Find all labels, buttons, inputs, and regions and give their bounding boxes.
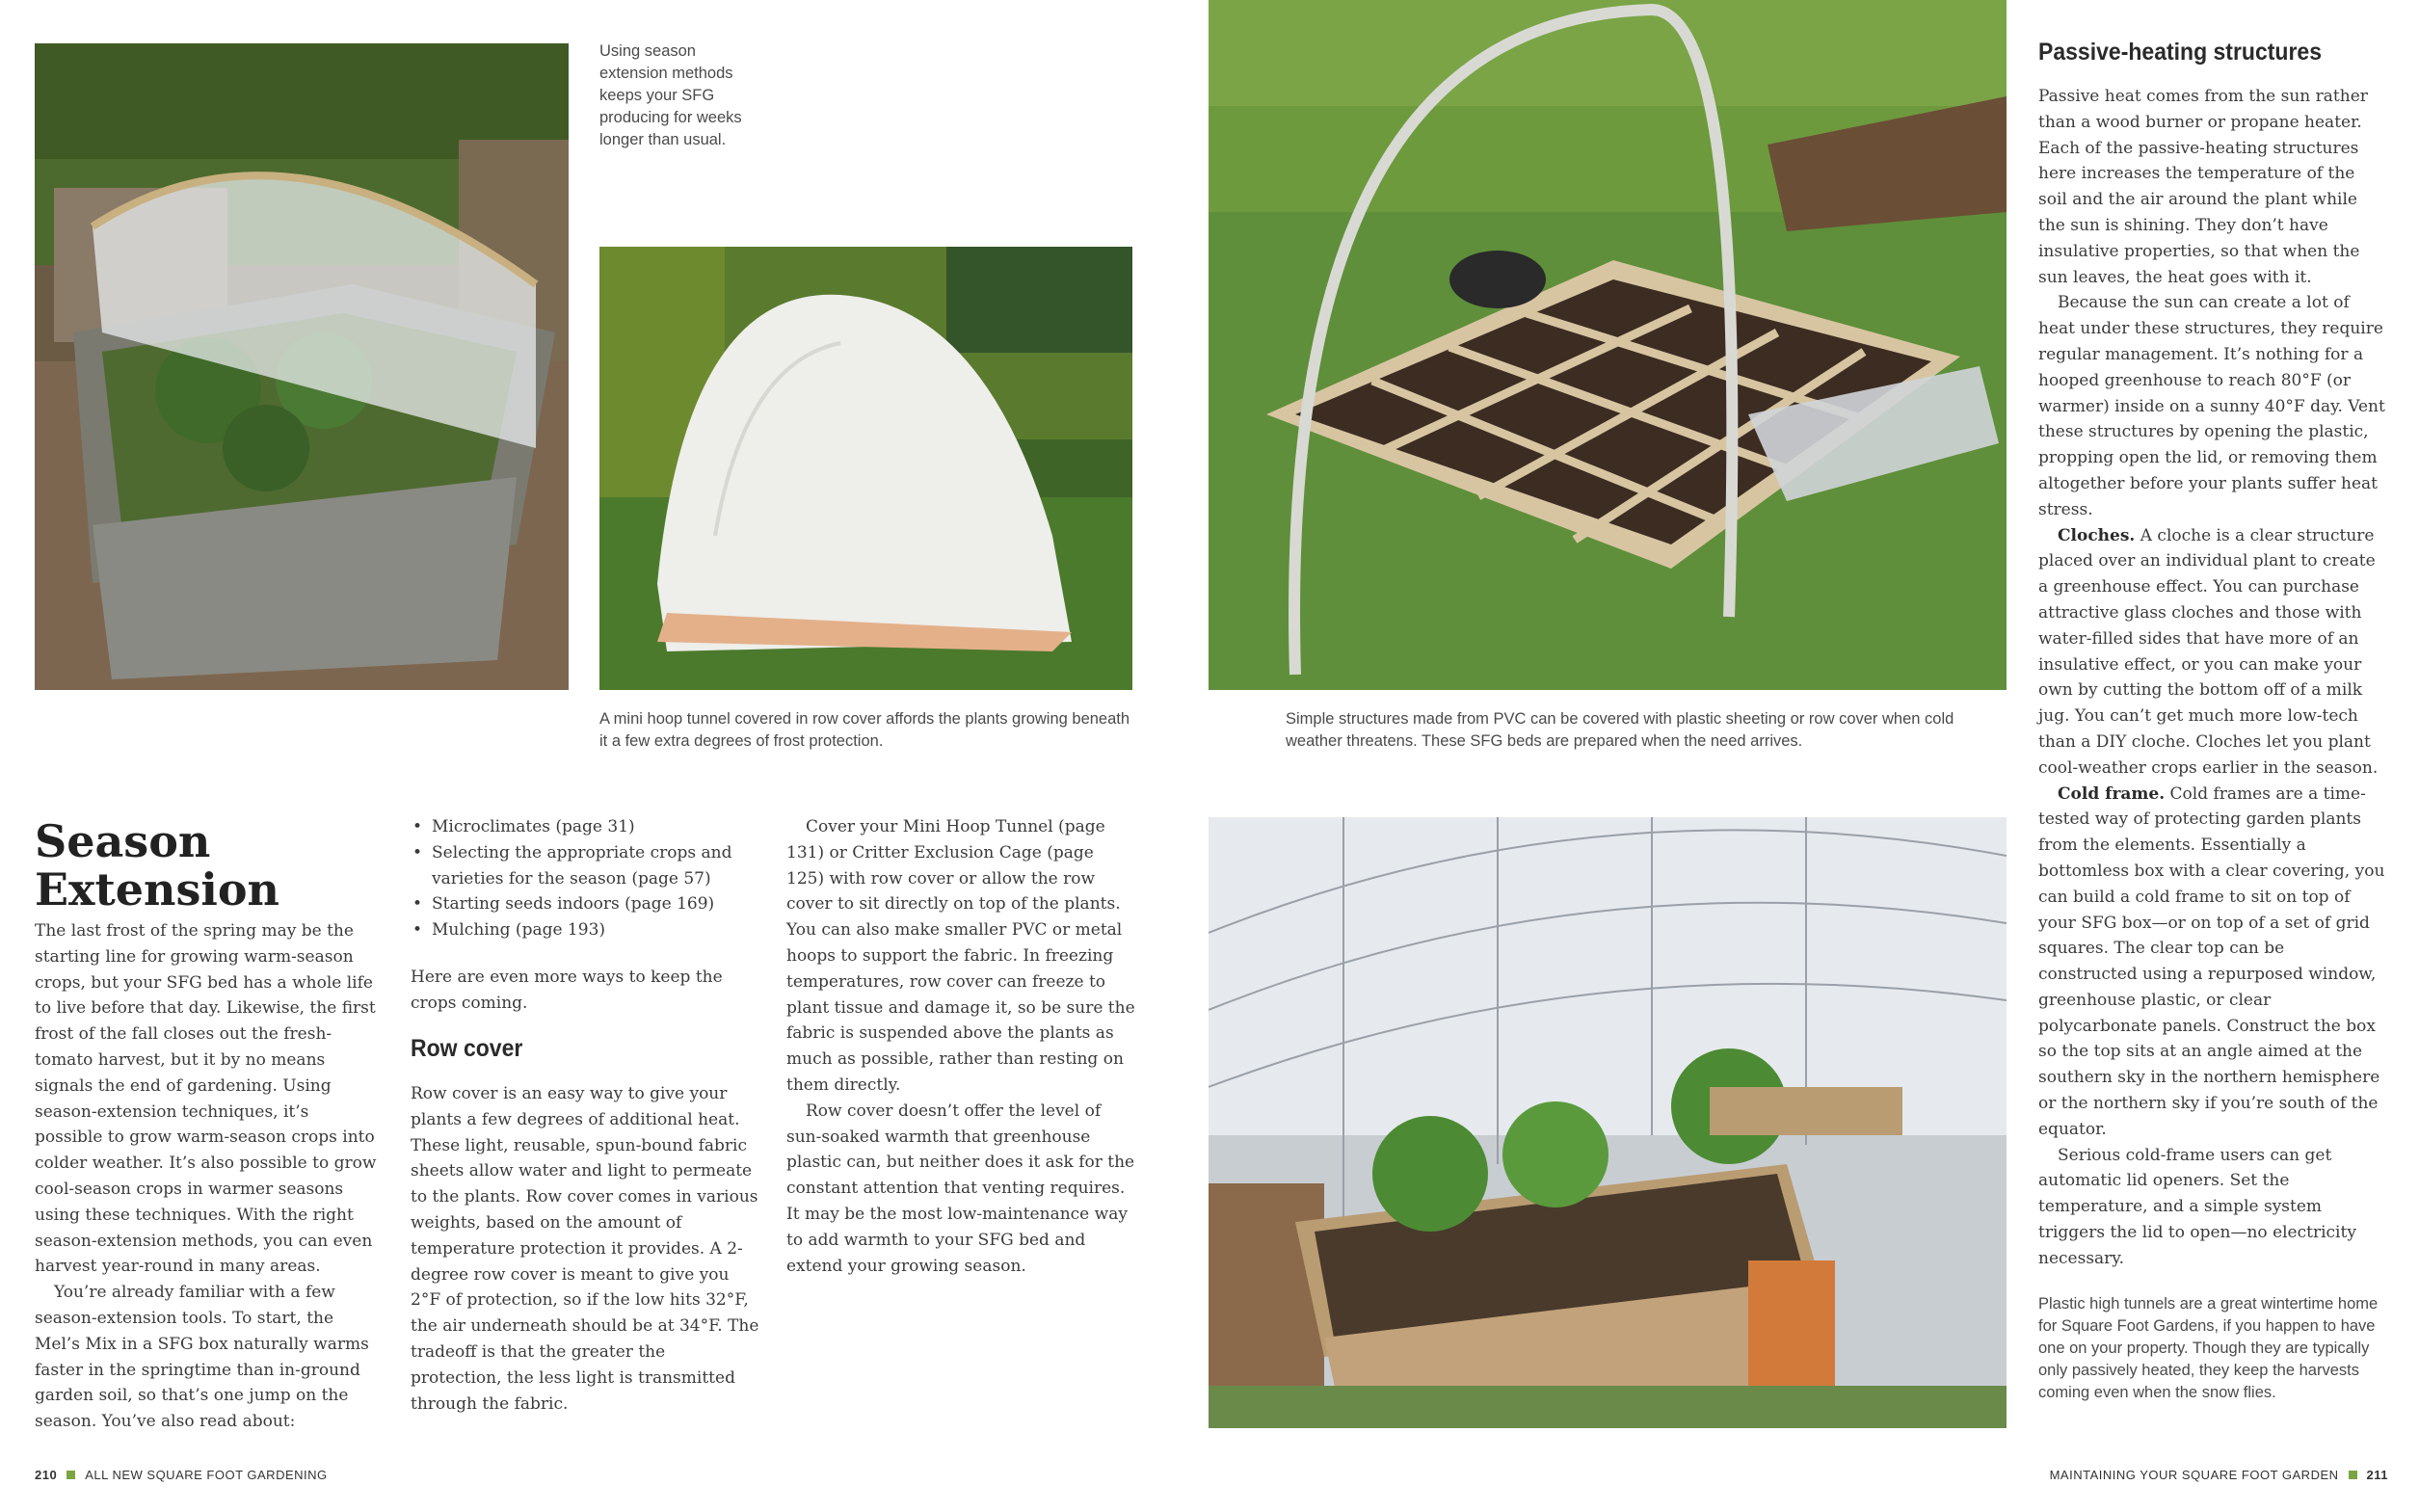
square-icon [66,1471,75,1479]
paragraph: Because the sun can create a lot of heat under these structures, they require regular management. It’s nothing for a hooped greenhouse to reach 80°F (or warmer) inside on a sunny 40°F day. Vent these structures by opening the plastic, propping open the lid, or removing them altogether before your plants suffer heat stress. [2038,293,2385,519]
list-item: • Selecting the appropriate crops and varieties for the season (page 57) [432,840,759,892]
photo-mini-hoop-tunnel [599,247,1132,690]
row-cover-text [411,1081,759,1417]
column-1 [35,918,380,1435]
paragraph: Row cover is an easy way to give your plants a few degrees of additional heat. These light, reusable, spun-bound fabric sheets allow water and light to permeate to the plants. Row cover comes in various weights, based on the amount of temperature protection it provides. A 2-degree row cover is meant to give you 2°F of protection, so if the low hits 32°F, the air underneath should be at 34°F. The tradeoff is that the greater the protection, the less light is transmitted through the fabric. [411,1084,759,1414]
paragraph [2038,782,2385,1143]
row-cover-heading: Row cover [411,1035,523,1062]
folio-right [2050,1468,2388,1482]
passive-heating-heading: Passive-heating structures [2038,39,2323,66]
caption-top: Using season extension methods keeps your SFG producing for weeks longer than usual. [599,42,742,148]
caption-high-tunnel: Plastic high tunnels are a great wintertime home for Square Foot Gardens, if you happen to have one on your property. Though they are typically only passively heated, they keep the harvests coming even when the snow flies. [2038,1295,2379,1401]
bullet-list [411,814,759,943]
list-item: • Microclimates (page 31) [432,814,759,840]
paragraph: Here are even more ways to keep the crops coming. [411,967,723,1013]
folio-left [35,1468,328,1482]
caption-hoop-tunnel: A mini hoop tunnel covered in row cover affords the plants growing beneath it a few extra degrees of frost protection. [599,710,1130,750]
cloches-text: A cloche is a clear structure placed over an individual plant to create a greenhouse effect. You can purchase attractive glass cloches and those with water-filled sides that have more of an insulative effect, or you can make your own by cutting the bottom off of a milk jug. You can’t get much more low-tech than a DIY cloche. Cloches let you plant cool-weather crops earlier in the season. [2038,525,2379,778]
page-number: 211 [2366,1468,2388,1482]
paragraph: You’re already familiar with a few season-extension tools. To start, the Mel’s Mix in a SFG box naturally warms faster in the springtime than in-ground garden soil, so that’s one jump on the season. You’ve also read about: [35,1283,369,1432]
book-title: ALL NEW SQUARE FOOT GARDENING [85,1468,328,1482]
list-item: • Starting seeds indoors (page 169) [432,891,759,917]
paragraph: Row cover doesn’t offer the level of sun-soaked warmth that greenhouse plastic can, but neither does it ask for the constant attention that venting requires. It may be the most low-maintenance way to add warmth to your SFG bed and extend your growing season. [786,1101,1135,1276]
chapter-title: MAINTAINING YOUR SQUARE FOOT GARDEN [2049,1468,2339,1482]
cloches-lead: Cloches. [2058,525,2136,545]
column-3 [786,814,1135,1279]
list-item: • Mulching (page 193) [432,917,759,943]
paragraph: Cover your Mini Hoop Tunnel (page 131) or Critter Exclusion Cage (page 125) with row cover or allow the row cover to sit directly on top of the plants. You can also make smaller PVC or metal hoops to support the fabric. In freezing temperatures, row cover can freeze to plant tissue and damage it, so be sure the fabric is suspended above the plants as much as possible, rather than resting on them directly. [786,817,1135,1095]
paragraph: Passive heat comes from the sun rather than a wood burner or propane heater. Each of the passive-heating structures here increases the temperature of the soil and the air around the plant while the sun is shining. They don’t have insulative properties, so that when the sun leaves, the heat goes with it. [2038,87,2368,287]
photo-cold-frame [35,43,569,690]
page-title: Season Extension [35,815,279,915]
photo-high-tunnel [1209,817,2007,1428]
column-2 [411,814,759,1017]
paragraph [2038,523,2385,782]
right-column [2038,84,2385,1272]
square-icon [2349,1471,2357,1479]
page-number: 210 [35,1468,58,1482]
paragraph: The last frost of the spring may be the starting line for growing warm-season crops, but your SFG bed has a whole life to live before that day. Likewise, the first frost of the fall closes out the fresh-tomato harvest, but it by no means signals the end of gardening. Using season-extension techniques, it’s possible to grow warm-season crops into colder weather. It’s also possible to grow cool-season crops in warmer seasons using these techniques. With the right season-extension methods, you can even harvest year-round in many areas. [35,921,377,1277]
caption-pvc-structures: Simple structures made from PVC can be covered with plastic sheeting or row cover when cold weather threatens. These SFG beds are prepared when the need arrives. [1286,710,1954,750]
paragraph: Serious cold-frame users can get automatic lid openers. Set the temperature, and a simple system triggers the lid to open—no electricity necessary. [2038,1145,2356,1268]
cold-frame-text: Cold frames are a time-tested way of protecting garden plants from the elements. Essentially a bottomless box with a clear covering, you can build a cold frame to sit on top of your SFG box—or on top of a set of grid squares. The clear top can be constructed using a repurposed window, greenhouse plastic, or clear polycarbonate panels. Construct the box so the top sits at an angle aimed at the southern sky in the northern hemisphere or the northern sky if you’re south of the equator. [2038,783,2385,1139]
cold-frame-lead: Cold frame. [2058,783,2166,804]
photo-pvc-hoop [1209,0,2007,690]
